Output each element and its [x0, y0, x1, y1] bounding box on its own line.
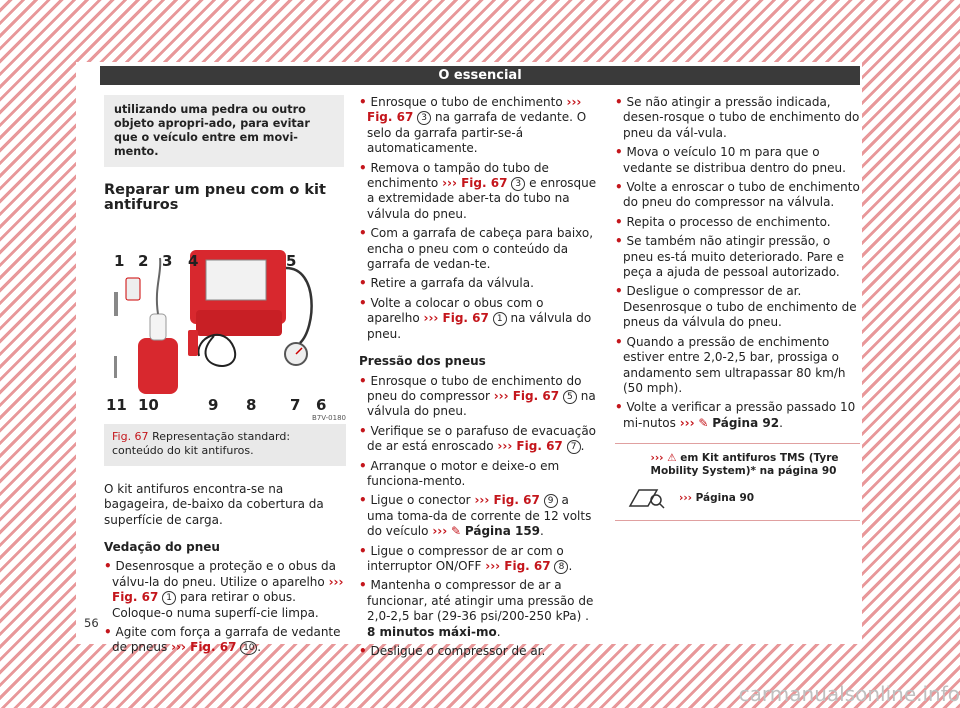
page-header: O essencial: [100, 66, 860, 85]
callout-number: 7: [567, 440, 581, 454]
label-7: 7: [290, 395, 301, 414]
column-2: [359, 95, 599, 659]
filling-hose: [157, 258, 160, 314]
bullet-item: • Ligue o compressor de ar com o interruptor ON/OFF ››› Fig. 67 8 .: [359, 543, 573, 573]
figure-ref-link[interactable]: ››› Fig. 67: [497, 439, 563, 454]
bullet-item: • Verifique se o parafuso de evacuação de ar está enroscado ››› Fig. 67 7 .: [359, 423, 597, 454]
book-icon: ✎: [698, 415, 709, 430]
callout-number: 8: [554, 560, 568, 574]
kit-illustration: [104, 228, 346, 424]
bottle-cap: [150, 314, 166, 340]
figure-ref-link[interactable]: ››› Fig. 67: [112, 574, 344, 605]
warning-triangle-icon: ⚠: [667, 452, 677, 465]
page-ref: Página 159: [464, 524, 541, 539]
air-hose: [286, 268, 312, 343]
figure-ref-link[interactable]: ››› Fig. 67: [423, 311, 489, 326]
callout-number: 10: [240, 641, 257, 655]
bullet-item: • Volte a verificar a pressão passado 10 mi-nutos ››› ✎ Página 92.: [615, 400, 856, 430]
bullet-item: • Agite com força a garrafa de vedante de pneus ››› Fig. 67 10 .: [104, 625, 341, 655]
sealant-bottle: [138, 338, 178, 394]
caption-text: Representação standard: conteúdo do kit antifuros.: [112, 429, 291, 457]
bullet-item: • Se também não atingir pressão, o pneu es-tá muito deteriorado. Pare e peça a ajuda de pessoal autorizado.: [615, 234, 845, 280]
bullet-item: • Volte a enroscar o tubo de enchimento do pneu do compressor na válvula.: [615, 180, 860, 210]
book-icon: [615, 486, 679, 510]
section-heading: Reparar um pneu com o kit antifuros: [104, 182, 326, 214]
column-3: [615, 95, 860, 521]
figure-ref-link[interactable]: ››› Fig. 67: [485, 558, 551, 573]
watermark: carmanualsonline.info: [738, 682, 960, 706]
figure-67: [104, 228, 346, 466]
bullet-item: • Desenrosque a proteção e o obus da válvu-la do pneu. Utilize o aparelho ››› Fig. 67 1 para retirar o obus. Coloque-o numa superfí-cie limpa.: [104, 559, 344, 620]
valve-tag: [126, 278, 140, 300]
valve-insert: [114, 356, 117, 378]
bullet-item: • Arranque o motor e deixe-o em funciona-mento.: [359, 458, 560, 488]
valve-tool: [114, 292, 118, 316]
label-2: 2: [138, 251, 149, 270]
page-ref-row[interactable]: ››› Página 90: [615, 486, 860, 510]
callout-number: 3: [511, 177, 525, 191]
column-1: [104, 95, 344, 656]
caption-label: Fig. 67: [112, 429, 149, 443]
callout-number: 1: [162, 591, 176, 605]
reference-box: [615, 443, 860, 521]
plug-connector: [188, 330, 198, 356]
figure-ref-link[interactable]: ››› Fig. 67: [171, 640, 237, 655]
label-8: 8: [246, 395, 257, 414]
bullet-item: • Mantenha o compressor de ar a funcionar, até atingir uma pressão de 2,0-2,5 bar (29-36 psi/200-250 kPa) . 8 minutos máxi-mo.: [359, 578, 594, 639]
label-1: 1: [114, 251, 125, 270]
bullet-item: • Enrosque o tubo de enchimento do pneu do compressor ››› Fig. 67 5 na válvula do pneu.: [359, 373, 596, 419]
label-5: 5: [286, 251, 297, 270]
subheading-pressao: Pressão dos pneus: [359, 354, 486, 369]
compressor-label-panel: [206, 260, 266, 300]
bullet-item: • Repita o processo de enchimento.: [615, 214, 831, 229]
page-ref-link[interactable]: ›››: [679, 415, 695, 430]
bullet-item: • Desligue o compressor de ar.: [359, 644, 546, 658]
figure-ref-link[interactable]: ››› Fig. 67: [493, 388, 560, 403]
figure-image: [104, 228, 346, 424]
compressor-base: [196, 310, 282, 336]
intro-paragraph: O kit antifuros encontra-se na bagageira, de-baixo da cobertura da superfície de carga.: [104, 481, 324, 527]
book-icon: ✎: [450, 524, 462, 539]
bullet-item: • Enrosque o tubo de enchimento ››› Fig. 67 3 na garrafa de vedante. O selo da garrafa partir-se-á automaticamente.: [359, 95, 587, 156]
figure-caption: [104, 424, 346, 466]
bullet-item: • Ligue o conector ››› Fig. 67 9 a uma toma-da de corrente de 12 volts do veículo ››› ✎ Página 159.: [359, 493, 592, 539]
page-ref: Página 92: [712, 415, 780, 430]
figure-ref-link[interactable]: ››› Fig. 67: [442, 176, 508, 191]
label-10: 10: [138, 395, 159, 414]
label-9: 9: [208, 395, 219, 414]
bullet-item: • Desligue o compressor de ar. Desenrosque o tubo de enchimento de pneus da válvula do pneu.: [615, 284, 857, 330]
figure-ref-link[interactable]: ››› Fig. 67: [474, 493, 540, 508]
callout-number: 5: [563, 390, 577, 404]
subheading-vedacao: Vedação do pneu: [104, 540, 220, 555]
bullet-item: • Com a garrafa de cabeça para baixo, encha o pneu com o conteúdo da garrafa de vedan-te.: [359, 226, 594, 272]
callout-number: 9: [544, 494, 558, 508]
figure-ref-link[interactable]: ››› Fig. 67: [367, 95, 582, 125]
bullet-item: • Volte a colocar o obus com o aparelho ››› Fig. 67 1 na válvula do pneu.: [359, 295, 592, 341]
power-cable: [198, 335, 235, 366]
callout-number: 1: [493, 312, 507, 326]
label-4: 4: [188, 251, 199, 270]
bullet-item: • Retire a garrafa da válvula.: [359, 276, 534, 291]
label-3: 3: [162, 251, 173, 270]
page-ref-link[interactable]: ›››: [432, 524, 448, 539]
bullet-item: • Remova o tampão do tubo de enchimento ››› Fig. 67 3 e enrosque a extremidade aber-ta do tubo na válvula do pneu.: [359, 160, 597, 221]
bullet-item: • Mova o veículo 10 m para que o vedante se distribua dentro do pneu.: [615, 145, 846, 175]
bullet-item: • Quando a pressão de enchimento estiver entre 2,0-2,5 bar, prossiga o andamento sem ultrapassar 80 km/h (50 mph).: [615, 334, 846, 395]
callout-number: 3: [417, 111, 431, 125]
label-6: 6: [316, 395, 327, 414]
page-number: 56: [84, 616, 99, 630]
figure-code: B7V-0180: [312, 413, 346, 422]
label-11: 11: [106, 395, 127, 414]
warning-ref-row[interactable]: ››› ⚠ em Kit antifuros TMS (Tyre Mobility System)* na página 90: [650, 452, 839, 478]
bullet-item: • Se não atingir a pressão indicada, desen-rosque o tubo de enchimento do pneu da vál-vula.: [615, 95, 860, 140]
note-box: utilizando uma pedra ou outro objeto apropri-ado, para evitar que o veículo entre em movi-mento.: [104, 95, 344, 167]
